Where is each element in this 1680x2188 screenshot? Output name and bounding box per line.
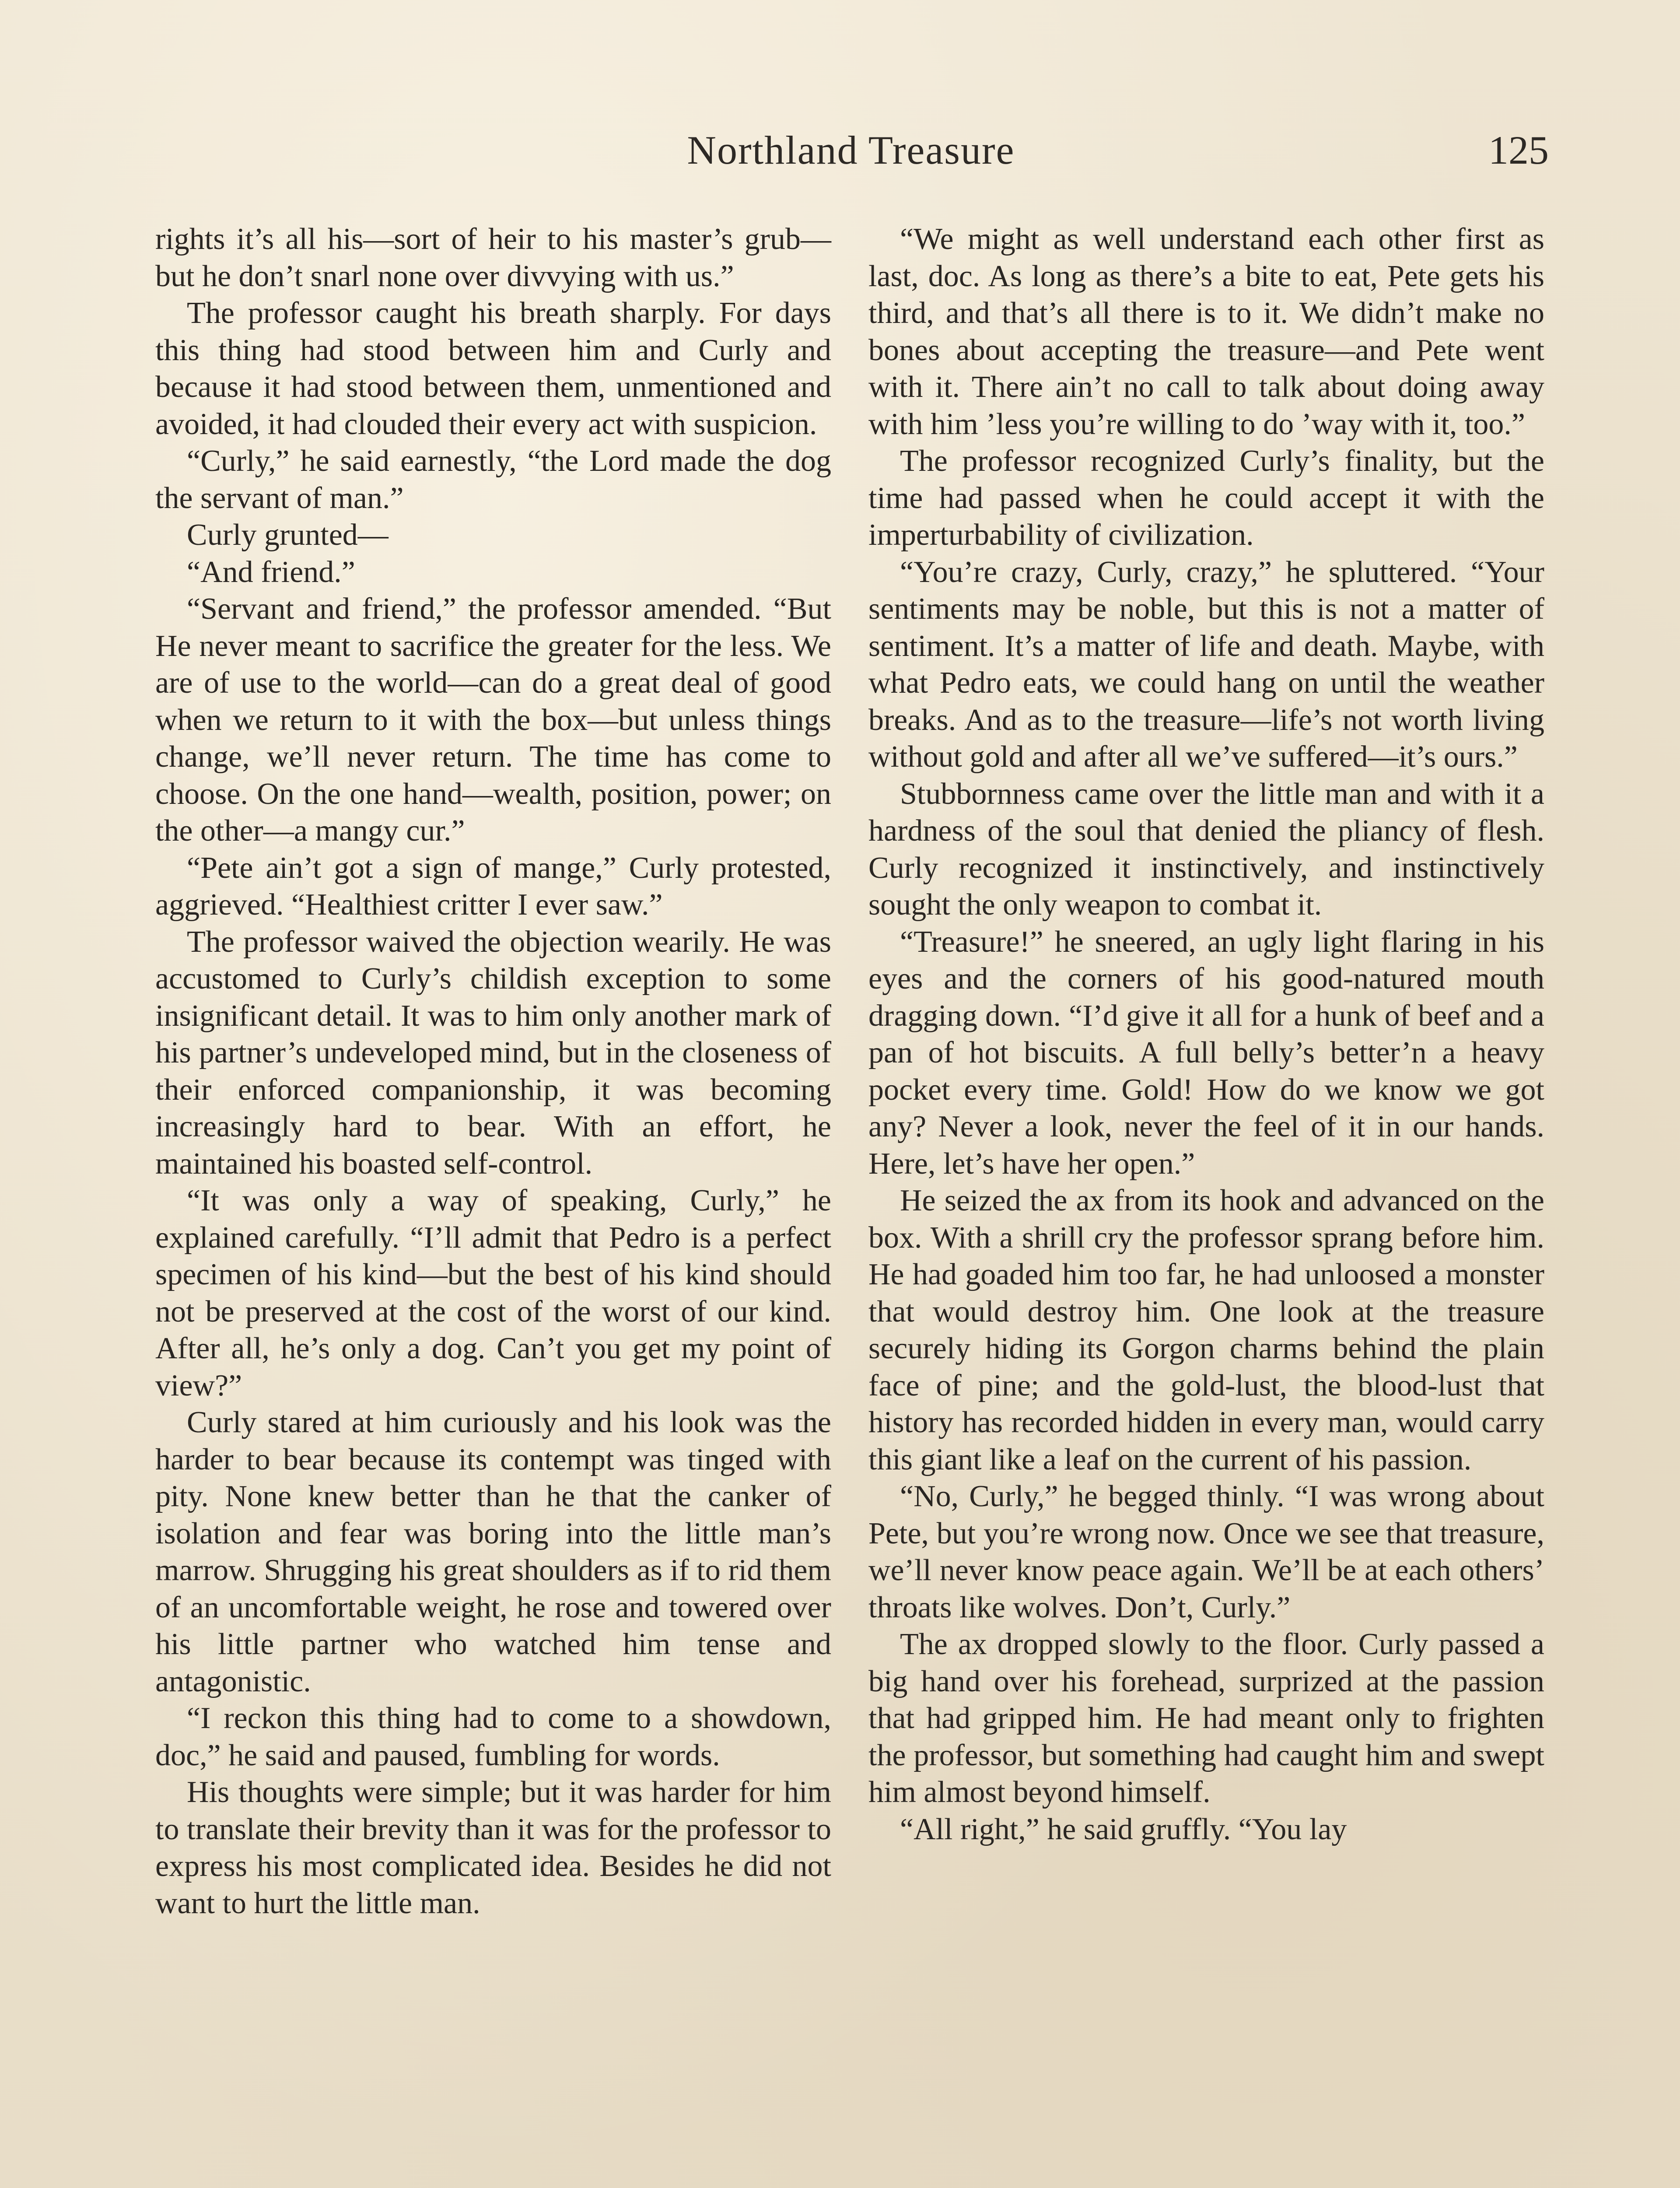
- paragraph: “Servant and friend,” the professor amended. “But He never meant to sacrifice the greater for the less. We are of use to the world—can do a great deal of good when we return to it with the box—but unless things change, we’ll never return. The time has come to choose. On the one hand—wealth, position, power; on the other—a mangy cur.”: [155, 592, 831, 848]
- paragraph: The professor recognized Curly’s finality, but the time had passed when he could accept it with the imperturbability of civilization.: [868, 444, 1544, 552]
- paragraph: “I reckon this thing had to come to a showdown, doc,” he said and paused, fumbling for words.: [155, 1701, 831, 1772]
- paragraph: “It was only a way of speaking, Curly,” he explained carefully. “I’ll admit that Pedro is a perfect specimen of his kind—but the best of his kind should not be preserved at the cost of the worst of our kind. After all, he’s only a dog. Can’t you get my point of view?”: [155, 1184, 831, 1403]
- page-number: 125: [1488, 128, 1549, 172]
- paragraph: “Treasure!” he sneered, an ugly light flaring in his eyes and the corners of his good-natured mouth dragging down. “I’d give it all for a hunk of beef and a pan of hot biscuits. A full belly’s better’n a heavy pocket every time. Gold! How do we know we got any? Never a look, never the feel of it in our hands. Here, let’s have her open.”: [868, 925, 1544, 1181]
- paragraph: The professor waived the objection wearily. He was accustomed to Curly’s childish exception to some insignificant detail. It was to him only another mark of his partner’s undeveloped mind, but in the closeness of their enforced companionship, it was becoming increasingly hard to bear. With an effort, he maintained his boasted self-control.: [155, 925, 831, 1181]
- paragraph: “And friend.”: [187, 555, 355, 589]
- running-head: Northland Treasure: [687, 128, 1015, 172]
- paragraph: “Pete ain’t got a sign of mange,” Curly protested, aggrieved. “Healthiest critter I ever saw.”: [155, 851, 831, 922]
- paragraph: “We might as well understand each other first as last, doc. As long as there’s a bite to eat, Pete gets his third, and that’s all there is to it. We didn’t make no bones about accepting the treasure—and Pete went with it. There ain’t no call to talk about doing away with him ’less you’re willing to do ’way with it, too.”: [868, 222, 1544, 441]
- paragraph: The professor caught his breath sharply. For days this thing had stood between him and Curly and because it had stood between them, unmentioned and avoided, it had clouded their every act with suspicion.: [155, 296, 831, 441]
- paragraph: He seized the ax from its hook and advanced on the box. With a shrill cry the professor sprang before him. He had goaded him too far, he had unloosed a monster that would destroy him. One look at the treasure securely hiding its Gorgon charms behind the plain face of pine; and the gold-lust, the blood-lust that history has recorded hidden in every man, would carry this giant like a leaf on the current of his passion.: [868, 1184, 1544, 1476]
- page-header: [153, 127, 1549, 193]
- paragraph: “Curly,” he said earnestly, “the Lord made the dog the servant of man.”: [155, 444, 831, 515]
- paragraph: “All right,” he said gruffly. “You lay: [900, 1812, 1347, 1846]
- paragraph: “You’re crazy, Curly, crazy,” he spluttered. “Your sentiments may be noble, but this is not a matter of sentiment. It’s a matter of life and death. Maybe, with what Pedro eats, we could hang on until the weather breaks. And as to the treasure—life’s not worth living without gold and after all we’ve suffered—it’s ours.”: [868, 555, 1544, 774]
- paragraph: The ax dropped slowly to the floor. Curly passed a big hand over his forehead, surprized at the passion that had gripped him. He had meant only to frighten the professor, but something had caught him and swept him almost beyond himself.: [868, 1627, 1544, 1809]
- paragraph: His thoughts were simple; but it was harder for him to translate their brevity than it was for the professor to express his most complicated idea. Besides he did not want to hurt the little man.: [155, 1775, 831, 1920]
- right-column: [868, 221, 1544, 1848]
- paragraph: rights it’s all his—sort of heir to his master’s grub—but he don’t snarl none over divvying with us.”: [155, 222, 831, 293]
- paragraph: “No, Curly,” he begged thinly. “I was wrong about Pete, but you’re wrong now. Once we see that treasure, we’ll never know peace again. We’ll be at each others’ throats like wolves. Don’t, Curly.”: [868, 1480, 1544, 1624]
- left-column: [155, 221, 831, 1922]
- paragraph: Curly stared at him curiously and his look was the harder to bear because its contempt was tinged with pity. None knew better than he that the canker of isolation and fear was boring into the little man’s marrow. Shrugging his great shoulders as if to rid them of an uncomfortable weight, he rose and towered over his little partner who watched him tense and antagonistic.: [155, 1406, 831, 1698]
- paragraph: Curly grunted—: [187, 518, 388, 552]
- paragraph: Stubbornness came over the little man and with it a hardness of the soul that denied the pliancy of flesh. Curly recognized it instinctively, and instinctively sought the only weapon to combat it.: [868, 777, 1544, 922]
